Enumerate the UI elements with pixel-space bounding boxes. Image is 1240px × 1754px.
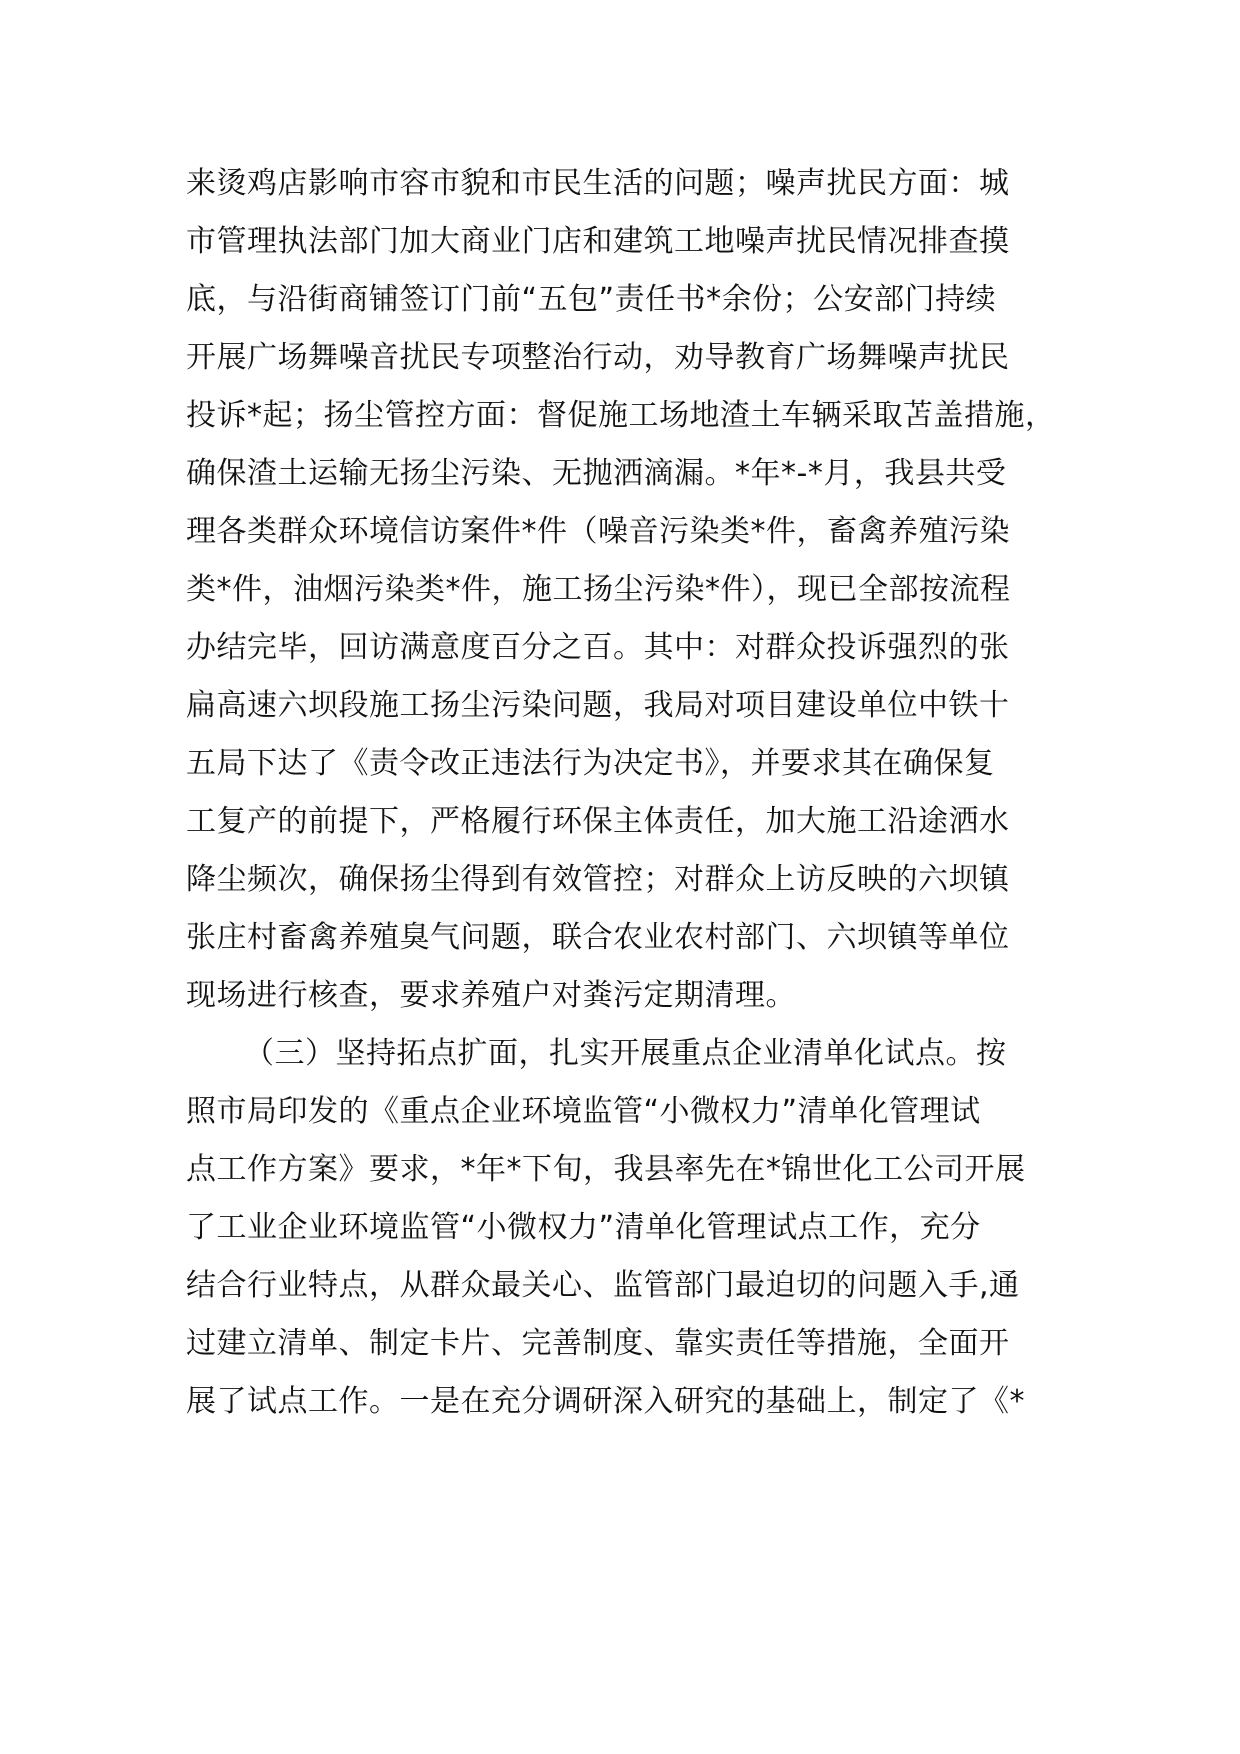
text-line: 结合行业特点，从群众最关心、监管部门最迫切的问题入手,通 xyxy=(186,1268,1020,1303)
text-line: 点工作方案》要求，*年*下旬，我县率先在*锦世化工公司开展 xyxy=(186,1152,1026,1187)
text-line: 过建立清单、制定卡片、完善制度、靠实责任等措施，全面开 xyxy=(186,1326,1010,1361)
text-line: 理各类群众环境信访案件*件（噪音污染类*件，畜禽养殖污染 xyxy=(186,514,1010,549)
text-line: 确保渣土运输无扬尘污染、无抛洒滴漏。*年*-*月，我县共受 xyxy=(186,456,1007,491)
text-line: 展了试点工作。一是在充分调研深入研究的基础上，制定了《* xyxy=(186,1384,1025,1419)
text-line: 投诉*起；扬尘管控方面：督促施工场地渣土车辆采取苫盖措施， xyxy=(186,398,1056,433)
section-heading-line: （三）坚持拓点扩面，扎实开展重点企业清单化试点。按 xyxy=(244,1036,1007,1071)
text-line: 工复产的前提下，严格履行环保主体责任，加大施工沿途洒水 xyxy=(186,804,1010,839)
text-line: 开展广场舞噪音扰民专项整治行动，劝导教育广场舞噪声扰民 xyxy=(186,340,1010,375)
text-line: 照市局印发的《重点企业环境监管“小微权力”清单化管理试 xyxy=(186,1094,981,1129)
text-line: 来烫鸡店影响市容市貌和市民生活的问题；噪声扰民方面：城 xyxy=(186,166,1010,201)
text-line: 扁高速六坝段施工扬尘污染问题，我局对项目建设单位中铁十 xyxy=(186,688,1010,723)
text-line: 降尘频次，确保扬尘得到有效管控；对群众上访反映的六坝镇 xyxy=(186,862,1010,897)
text-line: 办结完毕，回访满意度百分之百。其中：对群众投诉强烈的张 xyxy=(186,630,1010,665)
text-line: 现场进行核查，要求养殖户对粪污定期清理。 xyxy=(186,978,796,1013)
text-line: 五局下达了《责令改正违法行为决定书》，并要求其在确保复 xyxy=(186,746,995,781)
text-line: 类*件，油烟污染类*件，施工扬尘污染*件），现已全部按流程 xyxy=(186,572,1011,607)
text-line: 市管理执法部门加大商业门店和建筑工地噪声扰民情况排查摸 xyxy=(186,224,1010,259)
text-line: 张庄村畜禽养殖臭气问题，联合农业农村部门、六坝镇等单位 xyxy=(186,920,1010,955)
text-line: 底，与沿街商铺签订门前“五包”责任书*余份；公安部门持续 xyxy=(186,282,997,317)
text-line: 了工业企业环境监管“小微权力”清单化管理试点工作，充分 xyxy=(186,1210,981,1245)
